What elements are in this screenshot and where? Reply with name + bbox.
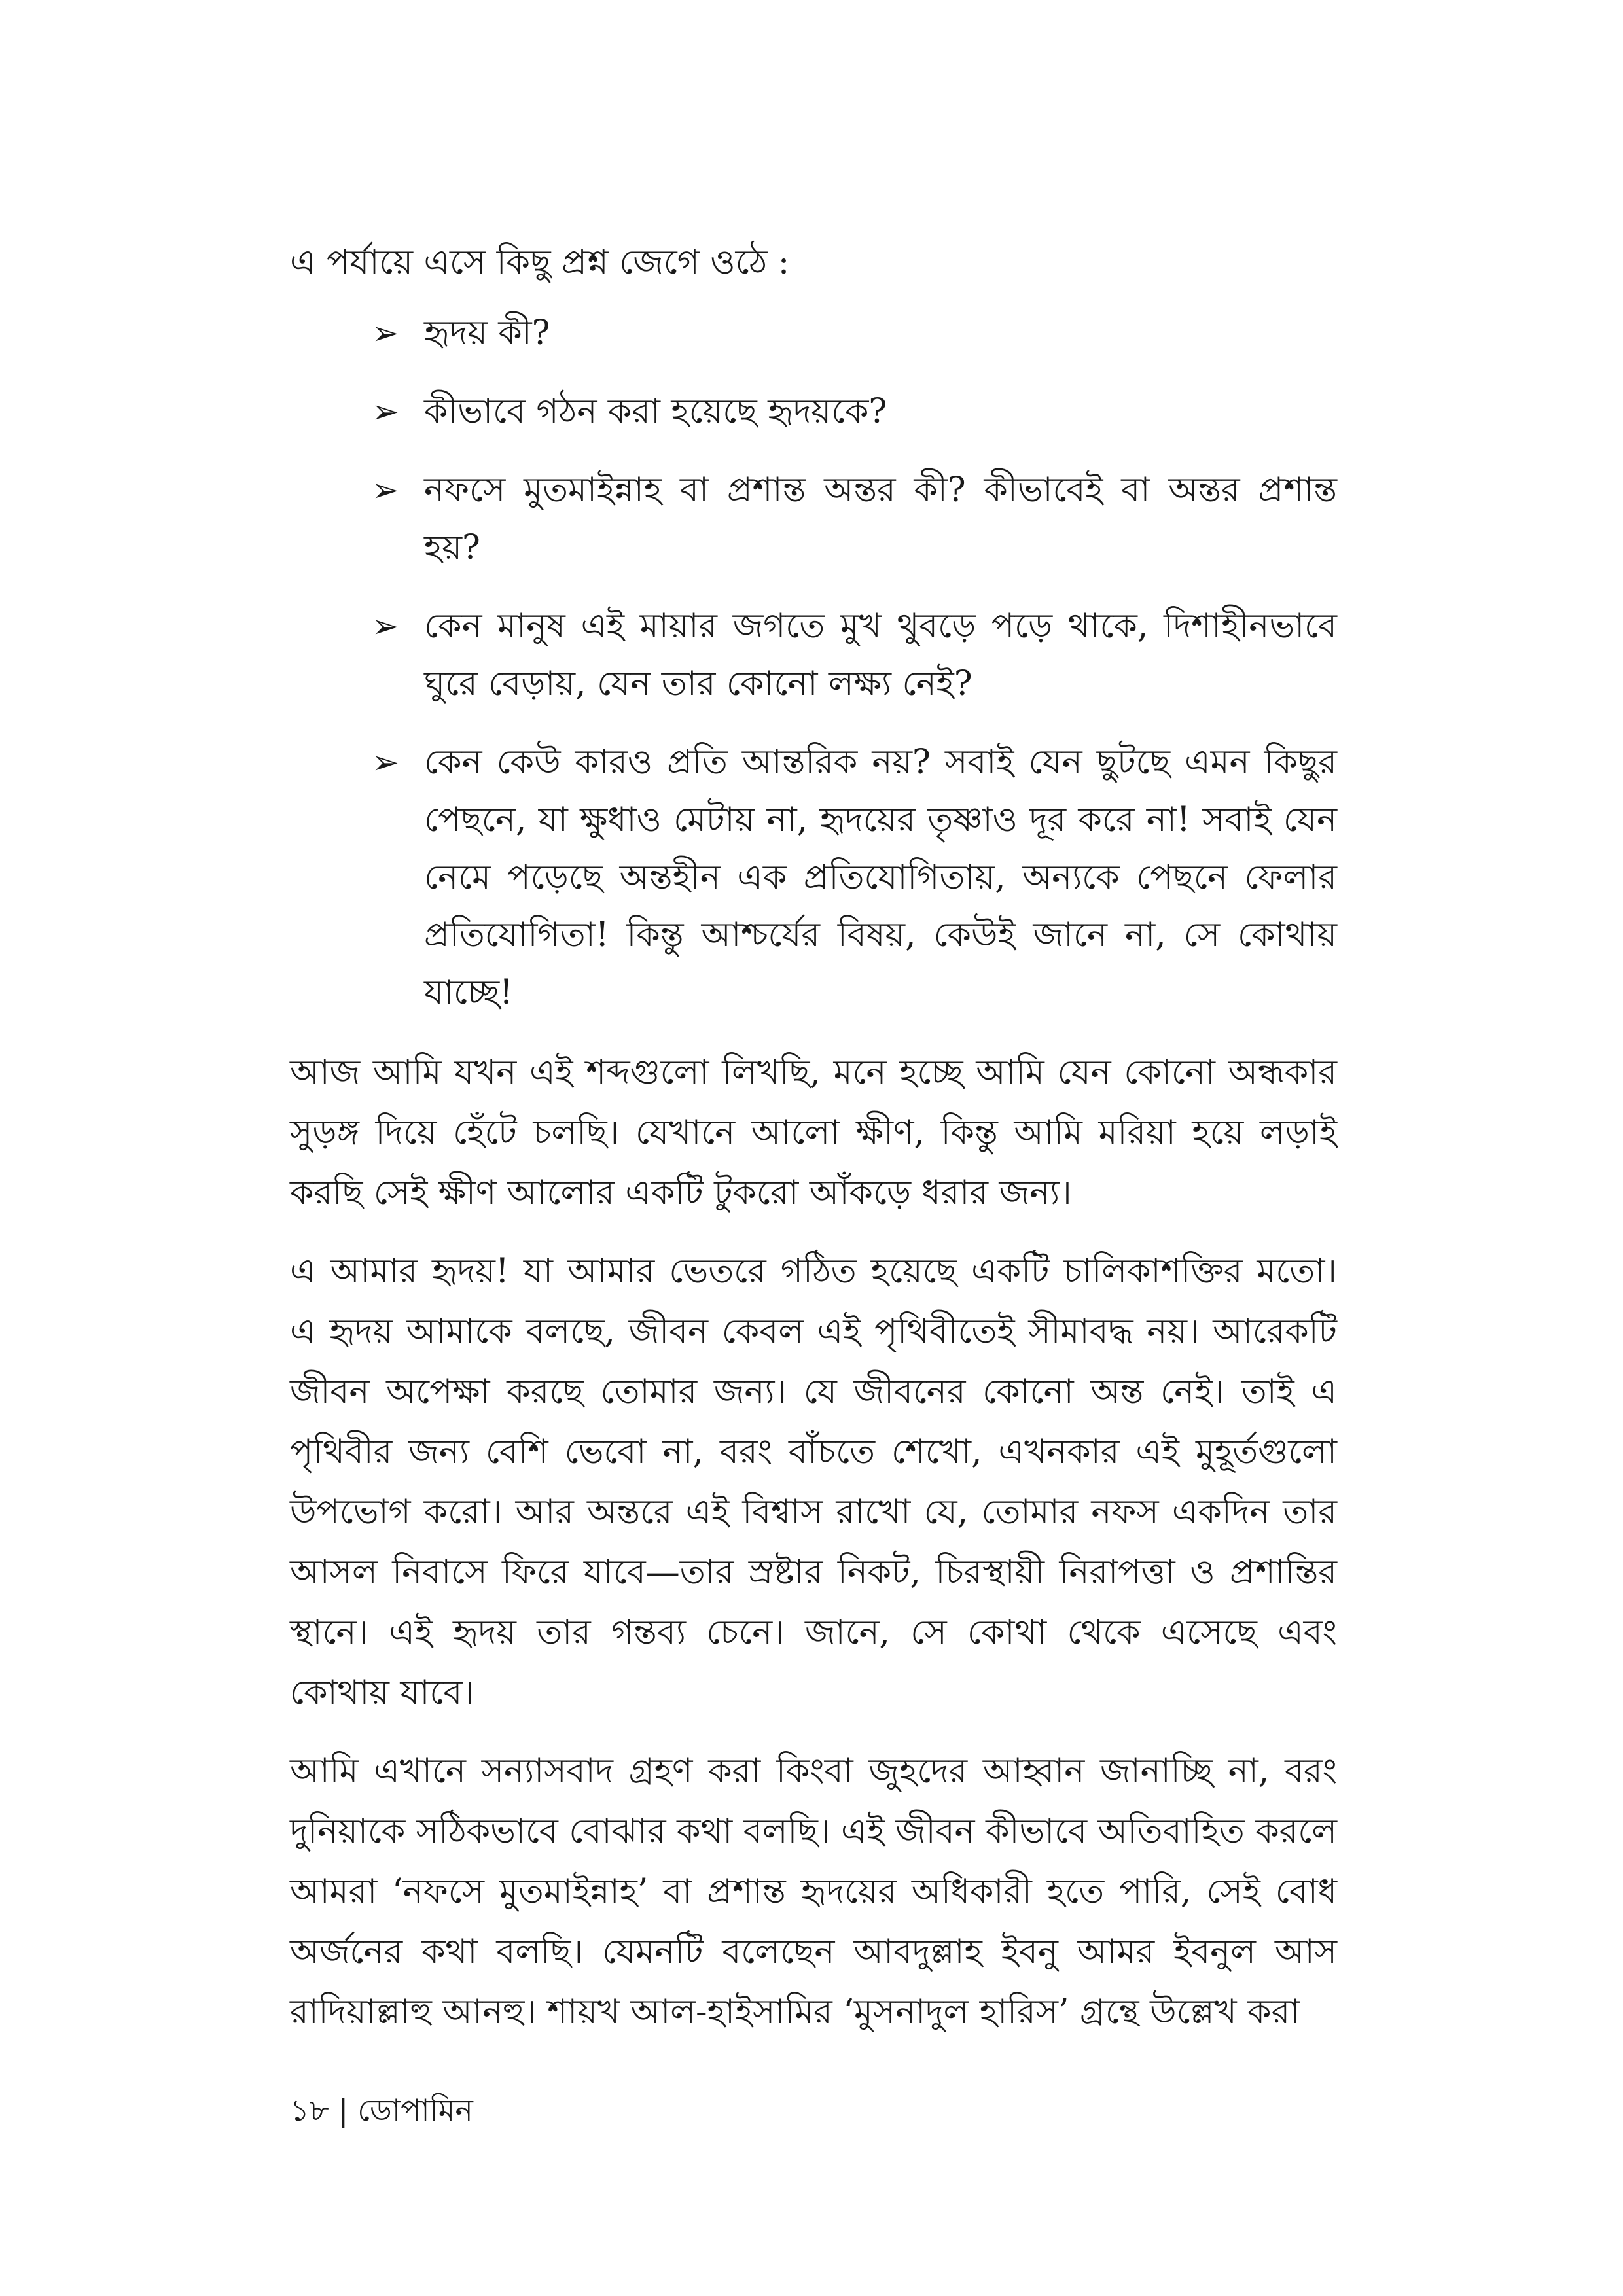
question-item <box>372 304 1337 362</box>
page-footer <box>290 2091 473 2130</box>
question-text: কীভাবে গঠন করা হয়েছে হৃদয়কে? <box>424 392 887 431</box>
page-number: ১৮ <box>290 2093 329 2128</box>
arrowhead-bullet-icon: ➢ <box>372 471 399 509</box>
question-text: নফসে মুতমাইন্নাহ বা প্রশান্ত অন্তর কী? কীভাবেই বা অন্তর প্রশান্ত হয়? <box>424 470 1337 567</box>
book-title: ডোপামিন <box>357 2093 473 2128</box>
intro-line: এ পর্যায়ে এসে কিছু প্রশ্ন জেগে ওঠে : <box>290 243 790 282</box>
footer-separator: | <box>338 2093 349 2128</box>
question-text: কেন কেউ কারও প্রতি আন্তরিক নয়? সবাই যেন ছুটছে এমন কিছুর পেছনে, যা ক্ষুধাও মেটায় না, হৃদয়ের তৃষ্ণাও দূর করে না! সবাই যেন নেমে পড়েছে অন্তহীন এক প্রতিযোগিতায়, অন্যকে পেছনে ফেলার প্রতিযোগিতা! কিন্তু আশ্চর্যের বিষয়, কেউই জানে না, সে কোথায় যাচ্ছে! <box>424 743 1337 1012</box>
paragraph: আমি এখানে সন্যাসবাদ গ্রহণ করা কিংবা জুহদের আহ্বান জানাচ্ছি না, বরং দুনিয়াকে সঠিকভাবে বোঝার কথা বলছি। এই জীবন কীভাবে অতিবাহিত করলে আমরা ‘নফসে মুতমাইন্নাহ’ বা প্রশান্ত হৃদয়ের অধিকারী হতে পারি, সেই বোধ অর্জনের কথা বলছি। যেমনটি বলেছেন আবদুল্লাহ ইবনু আমর ইবনুল আস রাদিয়াল্লাহু আনহু। শায়খ আল-হাইসামির ‘মুসনাদুল হারিস’ গ্রন্থে উল্লেখ করা <box>290 1752 1337 2032</box>
question-item <box>372 597 1337 713</box>
question-text: কেন মানুষ এই মায়ার জগতে মুখ থুবড়ে পড়ে থাকে, দিশাহীনভাবে ঘুরে বেড়ায়, যেন তার কোনো লক্ষ্য নেই? <box>424 607 1337 703</box>
paragraph: এ আমার হৃদয়! যা আমার ভেতরে গঠিত হয়েছে একটি চালিকাশক্তির মতো। এ হৃদয় আমাকে বলছে, জীবন কেবল এই পৃথিবীতেই সীমাবদ্ধ নয়। আরেকটি জীবন অপেক্ষা করছে তোমার জন্য। যে জীবনের কোনো অন্ত নেই। তাই এ পৃথিবীর জন্য বেশি ভেবো না, বরং বাঁচতে শেখো, এখনকার এই মুহূর্তগুলো উপভোগ করো। আর অন্তরে এই বিশ্বাস রাখো যে, তোমার নফস একদিন তার আসল নিবাসে ফিরে যাবে—তার স্রষ্টার নিকট, চিরস্থায়ী নিরাপত্তা ও প্রশান্তির স্থানে। এই হৃদয় তার গন্তব্য চেনে। জানে, সে কোথা থেকে এসেছে এবং কোথায় যাবে। <box>290 1252 1337 1712</box>
arrowhead-bullet-icon: ➢ <box>372 743 399 781</box>
question-text: হৃদয় কী? <box>424 313 550 353</box>
arrowhead-bullet-icon: ➢ <box>372 607 399 645</box>
arrowhead-bullet-icon: ➢ <box>372 393 399 431</box>
arrowhead-bullet-icon: ➢ <box>372 314 399 352</box>
paragraph: আজ আমি যখন এই শব্দগুলো লিখছি, মনে হচ্ছে আমি যেন কোনো অন্ধকার সুড়ঙ্গ দিয়ে হেঁটে চলছি। যেখানে আলো ক্ষীণ, কিন্তু আমি মরিয়া হয়ে লড়াই করছি সেই ক্ষীণ আলোর একটি টুকরো আঁকড়ে ধরার জন্য। <box>290 1053 1337 1212</box>
question-list <box>290 304 1337 1021</box>
question-item <box>372 461 1337 576</box>
question-item <box>372 383 1337 440</box>
page-body <box>290 232 1337 2060</box>
question-item <box>372 733 1337 1021</box>
